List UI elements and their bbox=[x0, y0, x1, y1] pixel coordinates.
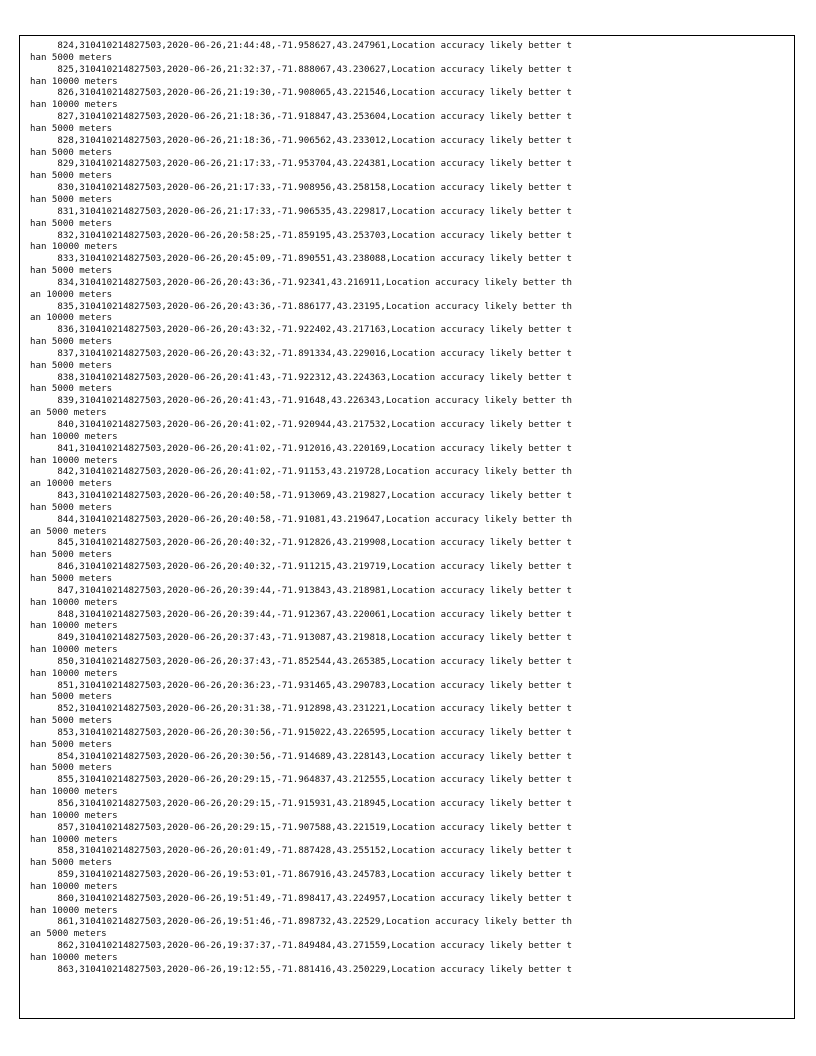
text-line: 827,310410214827503,2020-06-26,21:18:36,-71.918847,43.253604,Location accuracy likely better t bbox=[30, 112, 573, 123]
text-line: an 5000 meters bbox=[30, 408, 107, 419]
text-line: 843,310410214827503,2020-06-26,20:40:58,-71.913069,43.219827,Location accuracy likely better t bbox=[30, 491, 573, 502]
text-line: 861,310410214827503,2020-06-26,19:51:46,-71.898732,43.22529,Location accuracy likely better th bbox=[30, 917, 573, 928]
text-line: han 10000 meters bbox=[30, 76, 118, 87]
text-line: an 10000 meters bbox=[30, 479, 113, 490]
text-line: 854,310410214827503,2020-06-26,20:30:56,-71.914689,43.228143,Location accuracy likely better t bbox=[30, 751, 573, 762]
text-line: 833,310410214827503,2020-06-26,20:45:09,-71.890551,43.238088,Location accuracy likely better t bbox=[30, 254, 573, 265]
text-line: 852,310410214827503,2020-06-26,20:31:38,-71.912898,43.231221,Location accuracy likely better t bbox=[30, 704, 573, 715]
text-line: 853,310410214827503,2020-06-26,20:30:56,-71.915022,43.226595,Location accuracy likely better t bbox=[30, 727, 573, 738]
text-line: han 10000 meters bbox=[30, 242, 118, 253]
text-line: han 5000 meters bbox=[30, 147, 113, 158]
text-line: 840,310410214827503,2020-06-26,20:41:02,-71.920944,43.217532,Location accuracy likely better t bbox=[30, 420, 573, 430]
text-line: han 5000 meters bbox=[30, 716, 113, 727]
record-lines bbox=[30, 41, 790, 977]
text-line: han 5000 meters bbox=[30, 218, 113, 229]
text-line: 835,310410214827503,2020-06-26,20:43:36,-71.886177,43.23195,Location accuracy likely better th bbox=[30, 301, 573, 312]
text-line: 844,310410214827503,2020-06-26,20:40:58,-71.91081,43.219647,Location accuracy likely better th bbox=[30, 514, 573, 525]
document-frame bbox=[19, 35, 795, 1019]
text-line: 834,310410214827503,2020-06-26,20:43:36,-71.92341,43.216911,Location accuracy likely better th bbox=[30, 277, 573, 288]
text-line: 862,310410214827503,2020-06-26,19:37:37,-71.849484,43.271559,Location accuracy likely better t bbox=[30, 941, 573, 952]
text-line: han 5000 meters bbox=[30, 573, 113, 584]
text-line: han 10000 meters bbox=[30, 952, 118, 963]
text-line: han 5000 meters bbox=[30, 194, 113, 205]
text-line: han 10000 meters bbox=[30, 597, 118, 608]
text-line: an 10000 meters bbox=[30, 289, 113, 300]
text-line: han 10000 meters bbox=[30, 455, 118, 466]
text-line: 842,310410214827503,2020-06-26,20:41:02,-71.91153,43.219728,Location accuracy likely better th bbox=[30, 467, 573, 478]
text-line: 845,310410214827503,2020-06-26,20:40:32,-71.912826,43.219908,Location accuracy likely better t bbox=[30, 538, 573, 549]
text-line: an 5000 meters bbox=[30, 929, 107, 940]
text-line: han 10000 meters bbox=[30, 621, 118, 632]
text-line: han 10000 meters bbox=[30, 100, 118, 111]
text-line: an 10000 meters bbox=[30, 313, 113, 324]
text-line: han 5000 meters bbox=[30, 360, 113, 371]
text-line: han 10000 meters bbox=[30, 810, 118, 821]
text-line: han 5000 meters bbox=[30, 502, 113, 513]
text-line: han 5000 meters bbox=[30, 692, 113, 703]
text-line: 838,310410214827503,2020-06-26,20:41:43,-71.922312,43.224363,Location accuracy likely better t bbox=[30, 372, 573, 383]
text-line: han 10000 meters bbox=[30, 645, 118, 656]
text-line: 826,310410214827503,2020-06-26,21:19:30,-71.908065,43.221546,Location accuracy likely better t bbox=[30, 88, 573, 99]
text-line: 828,310410214827503,2020-06-26,21:18:36,-71.906562,43.233012,Location accuracy likely better t bbox=[30, 135, 573, 146]
text-line: 837,310410214827503,2020-06-26,20:43:32,-71.891334,43.229016,Location accuracy likely better t bbox=[30, 348, 573, 359]
text-line: han 10000 meters bbox=[30, 787, 118, 798]
text-line: 829,310410214827503,2020-06-26,21:17:33,-71.953704,43.224381,Location accuracy likely better t bbox=[30, 159, 573, 170]
text-line: 863,310410214827503,2020-06-26,19:12:55,-71.881416,43.250229,Location accuracy likely better t bbox=[30, 964, 573, 975]
text-line: han 10000 meters bbox=[30, 881, 118, 892]
text-line: han 5000 meters bbox=[30, 52, 113, 63]
text-line: an 5000 meters bbox=[30, 526, 107, 537]
text-line: 855,310410214827503,2020-06-26,20:29:15,-71.964837,43.212555,Location accuracy likely better t bbox=[30, 775, 573, 786]
text-line: han 5000 meters bbox=[30, 763, 113, 774]
text-line: han 5000 meters bbox=[30, 739, 113, 750]
text-line: 850,310410214827503,2020-06-26,20:37:43,-71.852544,43.265385,Location accuracy likely better t bbox=[30, 656, 573, 667]
text-line: 859,310410214827503,2020-06-26,19:53:01,-71.867916,43.245783,Location accuracy likely better t bbox=[30, 870, 573, 881]
text-line: 848,310410214827503,2020-06-26,20:39:44,-71.912367,43.220061,Location accuracy likely better t bbox=[30, 609, 573, 620]
text-line: 857,310410214827503,2020-06-26,20:29:15,-71.907588,43.221519,Location accuracy likely better t bbox=[30, 822, 573, 833]
text-line: 851,310410214827503,2020-06-26,20:36:23,-71.931465,43.290783,Location accuracy likely better t bbox=[30, 680, 573, 691]
text-line: han 5000 meters bbox=[30, 858, 113, 869]
text-line: 831,310410214827503,2020-06-26,21:17:33,-71.906535,43.229817,Location accuracy likely better t bbox=[30, 206, 573, 217]
text-line: han 5000 meters bbox=[30, 550, 113, 561]
text-line: han 10000 meters bbox=[30, 431, 118, 442]
text-line: 832,310410214827503,2020-06-26,20:58:25,-71.859195,43.253703,Location accuracy likely better t bbox=[30, 230, 573, 241]
text-line: han 10000 meters bbox=[30, 668, 118, 679]
text-line: 860,310410214827503,2020-06-26,19:51:49,-71.898417,43.224957,Location accuracy likely better t bbox=[30, 893, 573, 904]
text-line: 841,310410214827503,2020-06-26,20:41:02,-71.912016,43.220169,Location accuracy likely better t bbox=[30, 443, 573, 454]
text-line: 839,310410214827503,2020-06-26,20:41:43,-71.91648,43.226343,Location accuracy likely better th bbox=[30, 396, 573, 407]
text-line: 847,310410214827503,2020-06-26,20:39:44,-71.913843,43.218981,Location accuracy likely better t bbox=[30, 585, 573, 596]
text-line: 849,310410214827503,2020-06-26,20:37:43,-71.913087,43.219818,Location accuracy likely better t bbox=[30, 633, 573, 644]
text-line: 836,310410214827503,2020-06-26,20:43:32,-71.922402,43.217163,Location accuracy likely better t bbox=[30, 325, 573, 336]
text-line: han 10000 meters bbox=[30, 905, 118, 916]
text-line: han 10000 meters bbox=[30, 834, 118, 845]
text-line: han 5000 meters bbox=[30, 384, 113, 395]
text-line: 858,310410214827503,2020-06-26,20:01:49,-71.887428,43.255152,Location accuracy likely better t bbox=[30, 846, 573, 857]
text-line: 824,310410214827503,2020-06-26,21:44:48,-71.958627,43.247961,Location accuracy likely better t bbox=[30, 41, 573, 51]
text-line: han 5000 meters bbox=[30, 171, 113, 182]
text-line: 825,310410214827503,2020-06-26,21:32:37,-71.888067,43.230627,Location accuracy likely better t bbox=[30, 64, 573, 75]
text-line: 830,310410214827503,2020-06-26,21:17:33,-71.908956,43.258158,Location accuracy likely better t bbox=[30, 183, 573, 194]
text-line: han 5000 meters bbox=[30, 123, 113, 134]
text-line: han 5000 meters bbox=[30, 337, 113, 348]
text-line: 846,310410214827503,2020-06-26,20:40:32,-71.911215,43.219719,Location accuracy likely better t bbox=[30, 562, 573, 573]
text-line: 856,310410214827503,2020-06-26,20:29:15,-71.915931,43.218945,Location accuracy likely better t bbox=[30, 799, 573, 809]
text-line: han 5000 meters bbox=[30, 266, 113, 277]
